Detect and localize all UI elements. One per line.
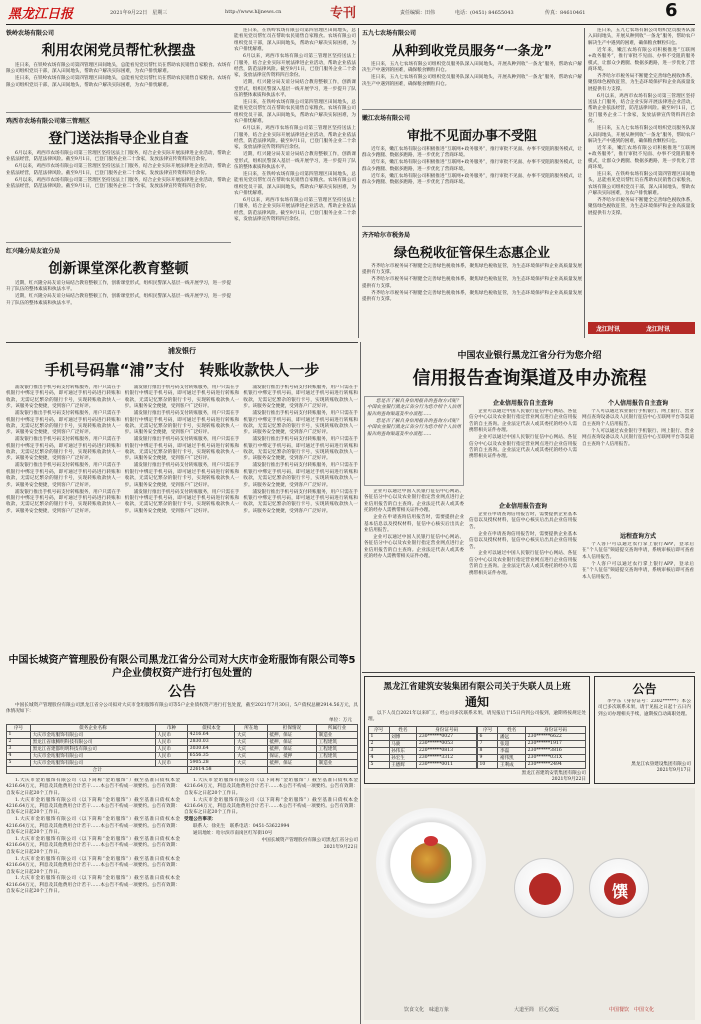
notice-signature: 中国长城资产管理股份有限公司黑龙江省分公司 bbox=[261, 837, 358, 843]
pudong-headline: 手机号码靠“浦”支付 转账收款快人一步 bbox=[44, 361, 320, 379]
abc-section-title: 企业信用报告自主查询 bbox=[492, 400, 553, 407]
contact-title: 受理公告事项： bbox=[184, 817, 217, 823]
brief-headline: 创新课堂深化教育整顿 bbox=[48, 261, 189, 277]
bowl-image bbox=[589, 858, 649, 918]
table-header: 债权本金 bbox=[188, 724, 235, 731]
brief-body: 近期，红兴隆分局友谊分局结合教育整顿工作，创新课堂形式，组织民警深入基层一线开展学习，进一步提升了队伍的整体素质和执法水平。 近期，红兴隆分局友谊分局结合教育整顿工作，创新课堂形式，组织民警深入基层一线开展学习，进一步提升了队伍的整体素质和执法水平。 bbox=[6, 281, 231, 306]
abc-section-title: 企业信用报告查询 bbox=[498, 503, 547, 510]
staff-table-right bbox=[477, 726, 586, 769]
brief-body: 连日来，五九七农场有限公司组织党员服务队深入田间地头，开展从种到收“一条龙”服务，帮助农户解决生产中遇到的困难，确保粮食颗粒归仓。 连日来，五九七农场有限公司组织党员服务队深入田间地头，开展从种到收“一条龙”服务，帮助农户解决生产中遇到的困难，确保粮食颗粒归仓。 bbox=[362, 62, 582, 87]
brief-body: 近年来，嫩江农场有限公司积极推进“互联网+政务服务”，推行审批不见面、办事不受阻的服务模式，让群众少跑腿、数据多跑路，进一步优化了营商环境。 近年来，嫩江农场有限公司积极推进“互联网+政务服务”，推行审批不见面、办事不受阻的服务模式，让群众少跑腿、数据多跑路，进一步优化了营商环境。 近年来，嫩江农场有限公司积极推进“互联网+政务服务”，推行审批不见面、办事不受阻的服务模式，让群众少跑腿、数据多跑路，进一步优化了营商环境。 bbox=[362, 147, 582, 186]
food-advertisement bbox=[364, 788, 695, 1020]
tag-label: 龙江时讯 bbox=[596, 326, 621, 333]
table-total-row: 合计 22614.58 bbox=[7, 766, 358, 773]
pudong-label: 浦发银行 bbox=[168, 347, 196, 355]
page-number: 6 bbox=[665, 0, 678, 21]
brief-kicker: 铁岭农场有限公司 bbox=[6, 30, 55, 37]
notice-signature: 黑龙江农垦建设集团有限公司 bbox=[631, 762, 691, 767]
notice-title: 黑龙江省建筑安装集团有限公司关于失联人员上班 bbox=[383, 682, 571, 692]
abc-headline-small: 中国农业银行黑龙江省分行为您介绍 bbox=[457, 351, 602, 361]
table-header: 所属行业 bbox=[317, 724, 358, 731]
brief-headline: 审批不见面办事不受阻 bbox=[406, 129, 537, 144]
notice-subtitle: 公告 bbox=[168, 684, 196, 700]
fax-info: 传真：84610461 bbox=[545, 10, 586, 16]
food-plate-image bbox=[376, 808, 486, 918]
table-row: 8 李磊 230******3816 bbox=[478, 747, 586, 754]
table-row: 6 潘远 230******6622 bbox=[478, 733, 586, 740]
table-row: 1 刘博 230******0027 bbox=[369, 733, 477, 740]
notice-date: 2021年9月22日 bbox=[323, 844, 358, 850]
news-column-center bbox=[362, 28, 582, 340]
table-row: 2 马骏 230******0053 bbox=[369, 740, 477, 747]
table-row: 9 褚伟凯 230******031X bbox=[478, 754, 586, 761]
bowl-character: 馔 bbox=[612, 882, 629, 901]
brief-kicker: 嫩江农场有限公司 bbox=[362, 115, 411, 122]
abc-section-title: 个人信用报告自主查询 bbox=[607, 400, 668, 407]
notice-date: 2021年9月17日 bbox=[656, 768, 691, 773]
notice-title: 公告 bbox=[632, 682, 657, 696]
table-row: 5 大庆市金珩服饰有限公司 人民币 5905.28 大庆 抵押、保证 制造业 bbox=[7, 759, 358, 766]
brief-headline: 利用农闲党员帮忙秋摆盘 bbox=[41, 43, 196, 59]
tag-label: 龙江时讯 bbox=[646, 326, 671, 333]
debt-table bbox=[6, 724, 358, 774]
brief-kicker: 齐齐哈尔市税务局 bbox=[362, 232, 411, 239]
brief-body: 齐齐哈尔市税务局不断健全完善绿色税收体系，聚焦绿色税收征管，为生态环境保护和企业高质量发展提供有力支撑。 齐齐哈尔市税务局不断健全完善绿色税收体系，聚焦绿色税收征管，为生态环境保护和企业高质量发展提供有力支撑。 齐齐哈尔市税务局不断健全完善绿色税收体系，聚焦绿色税收征管，为生态环境保护和企业高质量发展提供有力支撑。 bbox=[362, 264, 582, 303]
news-column-middle-text: 连日来，在铁岭农场有限公司第四管理区田间地头，总能看见党员帮忙员在帮助农民销售自家粮食。农场有限公司组织党员干部，深入田间地头，帮助农户解决实际困难，为农户排忧解难。 6月以来，鸡西市农场有限公司第三管理区坚持送法上门服务，结合企业实际开展法律进企业活动，帮助企业依法经营，防范法律风险。截至9月1日，已登门服务企业二十余家，发放法律宣传资料四百余份。 近期，红兴隆分局友谊分局结合教育整顿工作，创新课堂形式，组织民警深入基层一线开展学习，进一步提升了队伍的整体素质和执法水平。 连日来，在铁岭农场有限公司第四管理区田间地头，总能看见党员帮忙员在帮助农民销售自家粮食。农场有限公司组织党员干部，深入田间地头，帮助农户解决实际困难，为农户排忧解难。 6月以来，鸡西市农场有限公司第三管理区坚持送法上门服务，结合企业实际开展法律进企业活动，帮助企业依法经营，防范法律风险。截至9月1日，已登门服务企业二十余家，发放法律宣传资料四百余份。 近期，红兴隆分局友谊分局结合教育整顿工作，创新课堂形式，组织民警深入基层一线开展学习，进一步提升了队伍的整体素质和执法水平。 连日来，在铁岭农场有限公司第四管理区田间地头，总能看见党员帮忙员在帮助农民销售自家粮食。农场有限公司组织党员干部，深入田间地头，帮助农户解决实际困难，为农户排忧解难。 6月以来，鸡西市农场有限公司第三管理区坚持送法上门服务，结合企业实际开展法律进企业活动，帮助企业依法经营，防范法律风险。截至9月1日，已登门服务企业二十余家，发放法律宣传资料四百余份。 bbox=[234, 28, 356, 223]
table-row: 4 大庆市金珩服饰有限公司 人民币 6556.35 大庆 保证、抵押 工程建筑 bbox=[7, 752, 358, 759]
notice-unit: 单位：万元 bbox=[329, 717, 352, 723]
table-row: 7 张超 230******1917 bbox=[478, 740, 586, 747]
small-notice bbox=[594, 676, 695, 784]
contact-info: 联系人：徐先生 联系电话：0451-53622994 bbox=[193, 824, 290, 830]
abc-section-title: 远程查询方式 bbox=[619, 533, 656, 540]
brief-kicker: 鸡西市农场有限公司第三管理区 bbox=[6, 118, 91, 125]
table-row: 2 黑龙江省康腾明科技有限公司 人民币 2830.03 大庆 抵押、保证 工程建筑 bbox=[7, 738, 358, 745]
brief-headline: 从种到收党员服务“一条龙” bbox=[391, 44, 553, 59]
pudong-article: 浦发银行 手机号码靠“浦”支付 转账收款快人一步 浦发银行推出手机号码支付转账服务，用户只需在手机银行中绑定手机号码，即可通过手机号码进行转账和收款，无需记忆繁杂的银行卡号，实现转账收款快人一步。该服务安全便捷，受到客户广泛好评。 浦发银行推出手机号码支付转账服务，用户只需在手机银行中绑定手机号码，即可通过手机号码进行转账和收款，无需记忆繁杂的银行卡号，实现转账收款快人一步。该服务安全便捷，受到客户广泛好评。 浦发银行推出手机号码支付转账服务，用户只需在手机银行中绑定手机号码，即可通过手机号码进行转账和收款，无需记忆繁杂的银行卡号，实现转账收款快人一步。该服务安全便捷，受到客户广泛好评。 浦发银行推出手机号码支付转账服务，用户只需在手机银行中绑定手机号码，即可通过手机号码进行转账和收款，无需记忆繁杂的银行卡号，实现转账收款快人一步。该服务安全便捷，受到客户广泛好评。 浦发银行推出手机号码支付转账服务，用户只需在手机银行中绑定手机号码，即可通过手机号码进行转账和收款，无需记忆繁杂的银行卡号，实现转账收款快人一步。该服务安全便捷，受到客户广泛好评。 浦发银行推出手机号码支付转账服务，用户只需在手机银行中绑定手机号码，即可通过手机号码进行转账和收款，无需记忆繁杂的银行卡号，实现转账收款快人一步。该服务安全便捷，受到客户广泛好评。 浦发银行推出手机号码支付转账服务，用户只需在手机银行中绑定手机号码，即可通过手机号码进行转账和收款，无需记忆繁杂的银行卡号，实现转账收款快人一步。该服务安全便捷，受到客户广泛好评。 浦发银行推出手机号码支付转账服务，用户只需在手机银行中绑定手机号码，即可通过手机号码进行转账和收款，无需记忆繁杂的银行卡号，实现转账收款快人一步。该服务安全便捷，受到客户广泛好评。 浦发银行推出手机号码支付转账服务，用户只需在手机银行中绑定手机号码，即可通过手机号码进行转账和收款，无需记忆繁杂的银行卡号，实现转账收款快人一步。该服务安全便捷，受到客户广泛好评。 浦发银行推出手机号码支付转账服务，用户只需在手机银行中绑定手机号码，即可通过手机号码进行转账和收款，无需记忆繁杂的银行卡号，实现转账收款快人一步。该服务安全便捷，受到客户广泛好评。 浦发银行推出手机号码支付转账服务，用户只需在手机银行中绑定手机号码，即可通过手机号码进行转账和收款，无需记忆繁杂的银行卡号，实现转账收款快人一步。该服务安全便捷，受到客户广泛好评。 浦发银行推出手机号码支付转账服务，用户只需在手机银行中绑定手机号码，即可通过手机号码进行转账和收款，无需记忆繁杂的银行卡号，实现转账收款快人一步。该服务安全便捷，受到客户广泛好评。 浦发银行推出手机号码支付转账服务，用户只需在手机银行中绑定手机号码，即可通过手机号码进行转账和收款，无需记忆繁杂的银行卡号，实现转账收款快人一步。该服务安全便捷，受到客户广泛好评。 浦发银行推出手机号码支付转账服务，用户只需在手机银行中绑定手机号码，即可通过手机号码进行转账和收款，无需记忆繁杂的银行卡号，实现转账收款快人一步。该服务安全便捷，受到客户广泛好评。 浦发银行推出手机号码支付转账服务，用户只需在手机银行中绑定手机号码，即可通过手机号码进行转账和收款，无需记忆繁杂的银行卡号，实现转账收款快人一步。该服务安全便捷，受到客户广泛好评。 bbox=[6, 347, 358, 514]
abc-intro: 您是否了解自身信用报告的查询方式呢？中国农业银行黑龙江省分行为您介绍个人信用报告的查询渠道及申办流程…… 您是否了解自身信用报告的查询方式呢？中国农业银行黑龙江省分行为您介绍个人信用报告的查询渠道及申办流程…… bbox=[364, 396, 464, 486]
section-title: 专刊 bbox=[330, 6, 357, 21]
notice-body: 以下人员自2021年以来旷工，经公司多次联系未果，请见报后于15日内到公司报到，逾期将按规定处理。 bbox=[368, 711, 586, 723]
bowl-image bbox=[514, 858, 574, 918]
table-row: 5 王德辉 230******0011 bbox=[369, 761, 477, 768]
masthead bbox=[0, 0, 701, 24]
notice-title: 中国长城资产管理股份有限公司黑龙江省分公司对大庆市金珩服饰有限公司等5户企业债权资产进行打包处置的 bbox=[8, 655, 356, 679]
brief-body: 连日来，在铁岭农场有限公司第四管理区田间地头，总能看见党员帮忙员在帮助农民销售自家粮食。农场有限公司组织党员干部，深入田间地头，帮助农户解决实际困难，为农户排忧解难。 连日来，在铁岭农场有限公司第四管理区田间地头，总能看见党员帮忙员在帮助农民销售自家粮食。农场有限公司组织党员干部，深入田间地头，帮助农户解决实际困难，为农户排忧解难。 bbox=[6, 63, 231, 88]
table-header-row: 序号 姓名 身份证号码 bbox=[478, 726, 586, 733]
table-row: 3 黑龙江省建都明明科技有限公司 人民币 3030.64 大庆 抵押、保证 工程建筑 bbox=[7, 745, 358, 752]
ad-caption: 中国餐饮 中国文化 bbox=[609, 1007, 655, 1013]
missing-staff-notice bbox=[364, 676, 590, 784]
notice-subtitle: 通知 bbox=[464, 695, 489, 709]
masthead-date: 2021年9月22日 星期三 bbox=[110, 10, 168, 16]
table-header-row bbox=[7, 724, 358, 731]
brief-body: 6月以来，鸡西市农场有限公司第三管理区坚持送法上门服务，结合企业实际开展法律进企业活动，帮助企业依法经营，防范法律风险。截至9月1日，已登门服务企业二十余家，发放法律宣传资料四百余份。 6月以来，鸡西市农场有限公司第三管理区坚持送法上门服务，结合企业实际开展法律进企业活动，帮助企业依法经营，防范法律风险。截至9月1日，已登门服务企业二十余家，发放法律宣传资料四百余份。 6月以来，鸡西市农场有限公司第三管理区坚持送法上门服务，结合企业实际开展法律进企业活动，帮助企业依法经营，防范法律风险。截至9月1日，已登门服务企业二十余家，发放法律宣传资料四百余份。 bbox=[6, 151, 231, 190]
ad-caption: 饮食文化 味道万象 bbox=[404, 1007, 450, 1013]
table-row: 1 大庆市金珩服饰有限公司 人民币 4216.64 大庆 抵押、保证 制造业 bbox=[7, 731, 358, 738]
table-row: 4 孙宏生 230******3312 bbox=[369, 754, 477, 761]
editor-info: 责任编辑：田伟 bbox=[400, 10, 436, 16]
brief-kicker: 五九七农场有限公司 bbox=[362, 30, 417, 37]
contact-address: 通讯地址：哈尔滨市南岗区红军街10号 bbox=[193, 831, 273, 837]
table-header: 序号 bbox=[7, 724, 31, 731]
brief-headline: 登门送法指导企业自查 bbox=[48, 131, 189, 147]
abc-headline: 信用报告查询渠道及申办流程 bbox=[412, 368, 647, 389]
table-header-row: 序号 姓名 身份证号码 bbox=[369, 726, 477, 733]
news-column-left bbox=[6, 28, 231, 340]
brief-headline: 绿色税收征管保生态惠企业 bbox=[393, 246, 550, 261]
abc-credit-article: 中国农业银行黑龙江省分行为您介绍 信用报告查询渠道及申办流程 您是否了解自身信用报告的查询方式呢？中国农业银行黑龙江省分行为您介绍个人信用报告的查询渠道及申办流程…… 您是否了解自身信用报告的查询方式呢？中国农业银行黑龙江省分行为您介绍个人信用报告的查询渠道及申办流程…… 企业可以通过中国人民银行征信中心网站、各征信分中心以及农业银行指定营业网点进行企业信用报告的自主查询。企业法定代表人或其委托的经办人需携带相关证件办理。 企业在申请查询信用报告时，需要提供企业基本信息以及授权材料，征信中心核实后出具企业信用报告。 企业可以通过中国人民银行征信中心网站、各征信分中心以及农业银行指定营业网点进行企业信用报告的自主查询。企业法定代表人或其委托的经办人需携带相关证件办理。 企业信用报告自主查询 企业可以通过中国人民银行征信中心网站、各征信分中心以及农业银行指定营业网点进行企业信用报告的自主查询。企业法定代表人或其委托的经办人需携带相关证件办理。 企业可以通过中国人民银行征信中心网站、各征信分中心以及农业银行指定营业网点进行企业信用报告的自主查询。企业法定代表人或其委托的经办人需携带相关证件办理。 企业信用报告查询 企业在申请查询信用报告时，需要提供企业基本信息以及授权材料，征信中心核实后出具企业信用报告。 企业在申请查询信用报告时，需要提供企业基本信息以及授权材料，征信中心核实后出具企业信用报告。 企业可以通过中国人民银行征信中心网站、各征信分中心以及农业银行指定营业网点进行企业信用报告的自主查询。企业法定代表人或其委托的经办人需携带相关证件办理。 个人信用报告自主查询 个人可以通过农业银行手机银行、网上银行、营业网点查询设备以及人民银行征信中心互联网平台等渠道自主查询个人信用报告。 个人可以通过农业银行手机银行、网上银行、营业网点查询设备以及人民银行征信中心互联网平台等渠道自主查询个人信用报告。 远程查询方式 个人客户可以通过农行掌上银行APP，登录后在“个人征信”频道提交查询申请，系统审核后即可查看本人信用报告。 个人客户可以通过农行掌上银行APP，登录后在“个人征信”频道提交查询申请，系统审核后即可查看本人信用报告。 bbox=[364, 348, 695, 668]
brief-kicker: 红兴隆分局友谊分局 bbox=[6, 248, 61, 255]
ad-caption: 大道至简 匠心致远 bbox=[514, 1007, 560, 1013]
table-header: 债务企业名称 bbox=[31, 724, 156, 731]
news-column-right: 连日来，五九七农场有限公司组织党员服务队深入田间地头，开展从种到收“一条龙”服务，帮助农户解决生产中遇到的困难，确保粮食颗粒归仓。 近年来，嫩江农场有限公司积极推进“互联网+政务服务”，推行审批不见面、办事不受阻的服务模式，让群众少跑腿、数据多跑路，进一步优化了营商环境。 齐齐哈尔市税务局不断健全完善绿色税收体系，聚焦绿色税收征管，为生态环境保护和企业高质量发展提供有力支撑。 6月以来，鸡西市农场有限公司第三管理区坚持送法上门服务，结合企业实际开展法律进企业活动，帮助企业依法经营，防范法律风险。截至9月1日，已登门服务企业二十余家，发放法律宣传资料四百余份。 连日来，五九七农场有限公司组织党员服务队深入田间地头，开展从种到收“一条龙”服务，帮助农户解决生产中遇到的困难，确保粮食颗粒归仓。 近年来，嫩江农场有限公司积极推进“互联网+政务服务”，推行审批不见面、办事不受阻的服务模式，让群众少跑腿、数据多跑路，进一步优化了营商环境。 连日来，在铁岭农场有限公司第四管理区田间地头，总能看见党员帮忙员在帮助农民销售自家粮食。农场有限公司组织党员干部，深入田间地头，帮助农户解决实际困难，为农户排忧解难。 齐齐哈尔市税务局不断健全完善绿色税收体系，聚焦绿色税收征管，为生态环境保护和企业高质量发展提供有力支撑。 bbox=[588, 28, 695, 216]
notice-signature: 黑龙江省建筑安装集团有限公司 bbox=[521, 770, 586, 776]
table-header: 担保情况 bbox=[267, 724, 316, 731]
table-row: 3 孙伟东 220******0813 bbox=[369, 747, 477, 754]
table-header: 币种 bbox=[155, 724, 187, 731]
website: http://www.hljnews.cn bbox=[225, 9, 282, 15]
table-row: 10 王利成 230******2494 bbox=[478, 761, 586, 768]
notice-body: 李学东（身份证号：2302******）本公司已多次联系未果，请于见报之日起十五日内到公司办理相关手续，逾期按自动离职处理。 bbox=[598, 699, 691, 717]
staff-table-left bbox=[368, 726, 477, 769]
asset-disposal-notice: 中国长城资产管理股份有限公司黑龙江省分公司对大庆市金珩服饰有限公司等5户企业债权资产进行打包处置的 公告 中国长城资产管理股份有限公司黑龙江省分公司拟对大庆市金珩服饰有限公司等5户企业债权资产进行打包处置，截至2021年7月30日，5户债权总额2914.56万元，具体情况如下： 单位：万元 序号 债务企业名称 币种 债权本金 所在地 担保情况 所属行业 1 大庆市金珩服饰有限公司 人民币 4216.64 大庆 抵押、保证 制造业 2 黑龙江省康腾明科技有限公司 人民币 2830.03 大庆 抵押、保证 工程建筑 3 黑龙江省建都明明科技有限公司 人民币 3030.64 大庆 抵押、保证 工程建筑 4 大庆市金珩服饰有限公司 人民币 6556.35 大庆 保证、抵押 工程建筑 5 大庆市金珩服饰有限公司 人民币 5905.28 大庆 抵押、保证 制造业 合计 22614.58 1.大庆市金珩服饰有限公司（以下简称“金珩服饰”）截至基准日债权本金4216.64万元，利息及其他费用合计若干……本公告不构成一项要约。公告有效期：自发布之日起20个工作日。 1.大庆市金珩服饰有限公司（以下简称“金珩服饰”）截至基准日债权本金4216.64万元，利息及其他费用合计若干……本公告不构成一项要约。公告有效期：自发布之日起20个工作日。 1.大庆市金珩服饰有限公司（以下简称“金珩服饰”）截至基准日债权本金4216.64万元，利息及其他费用合计若干……本公告不构成一项要约。公告有效期：自发布之日起20个工作日。 1.大庆市金珩服饰有限公司（以下简称“金珩服饰”）截至基准日债权本金4216.64万元，利息及其他费用合计若干……本公告不构成一项要约。公告有效期：自发布之日起20个工作日。 1.大庆市金珩服饰有限公司（以下简称“金珩服饰”）截至基准日债权本金4216.64万元，利息及其他费用合计若干……本公告不构成一项要约。公告有效期：自发布之日起20个工作日。 1.大庆市金珩服饰有限公司（以下简称“金珩服饰”）截至基准日债权本金4216.64万元，利息及其他费用合计若干……本公告不构成一项要约。公告有效期：自发布之日起20个工作日。 1.大庆市金珩服饰有限公司（以下简称“金珩服饰”）截至基准日债权本金4216.64万元，利息及其他费用合计若干……本公告不构成一项要约。公告有效期：自发布之日起20个工作日。 1.大庆市金珩服饰有限公司（以下简称“金珩服饰”）截至基准日债权本金4216.64万元，利息及其他费用合计若干……本公告不构成一项要约。公告有效期：自发布之日起20个工作日。 受理公告事项： 联系人：徐先生 联系电话：0451-53622994 通讯地址：哈尔滨市南岗区红军街10号 中国长城资产管理股份有限公司黑龙江省分公司 2021年9月22日 bbox=[6, 655, 358, 895]
right-tag-bar bbox=[588, 322, 695, 334]
bowl-lid bbox=[529, 873, 561, 905]
notice-intro: 中国长城资产管理股份有限公司黑龙江省分公司拟对大庆市金珩服饰有限公司等5户企业债权资产进行打包处置，截至2021年7月30日，5户债权总额2914.56万元，具体情况如下： bbox=[6, 703, 358, 715]
table-header: 所在地 bbox=[235, 724, 267, 731]
masthead-logo: 黑龙江日报 bbox=[8, 7, 74, 22]
notice-date: 2021年9月22日 bbox=[551, 776, 586, 782]
phone-info: 电话：(0451) 84655043 bbox=[455, 10, 514, 16]
